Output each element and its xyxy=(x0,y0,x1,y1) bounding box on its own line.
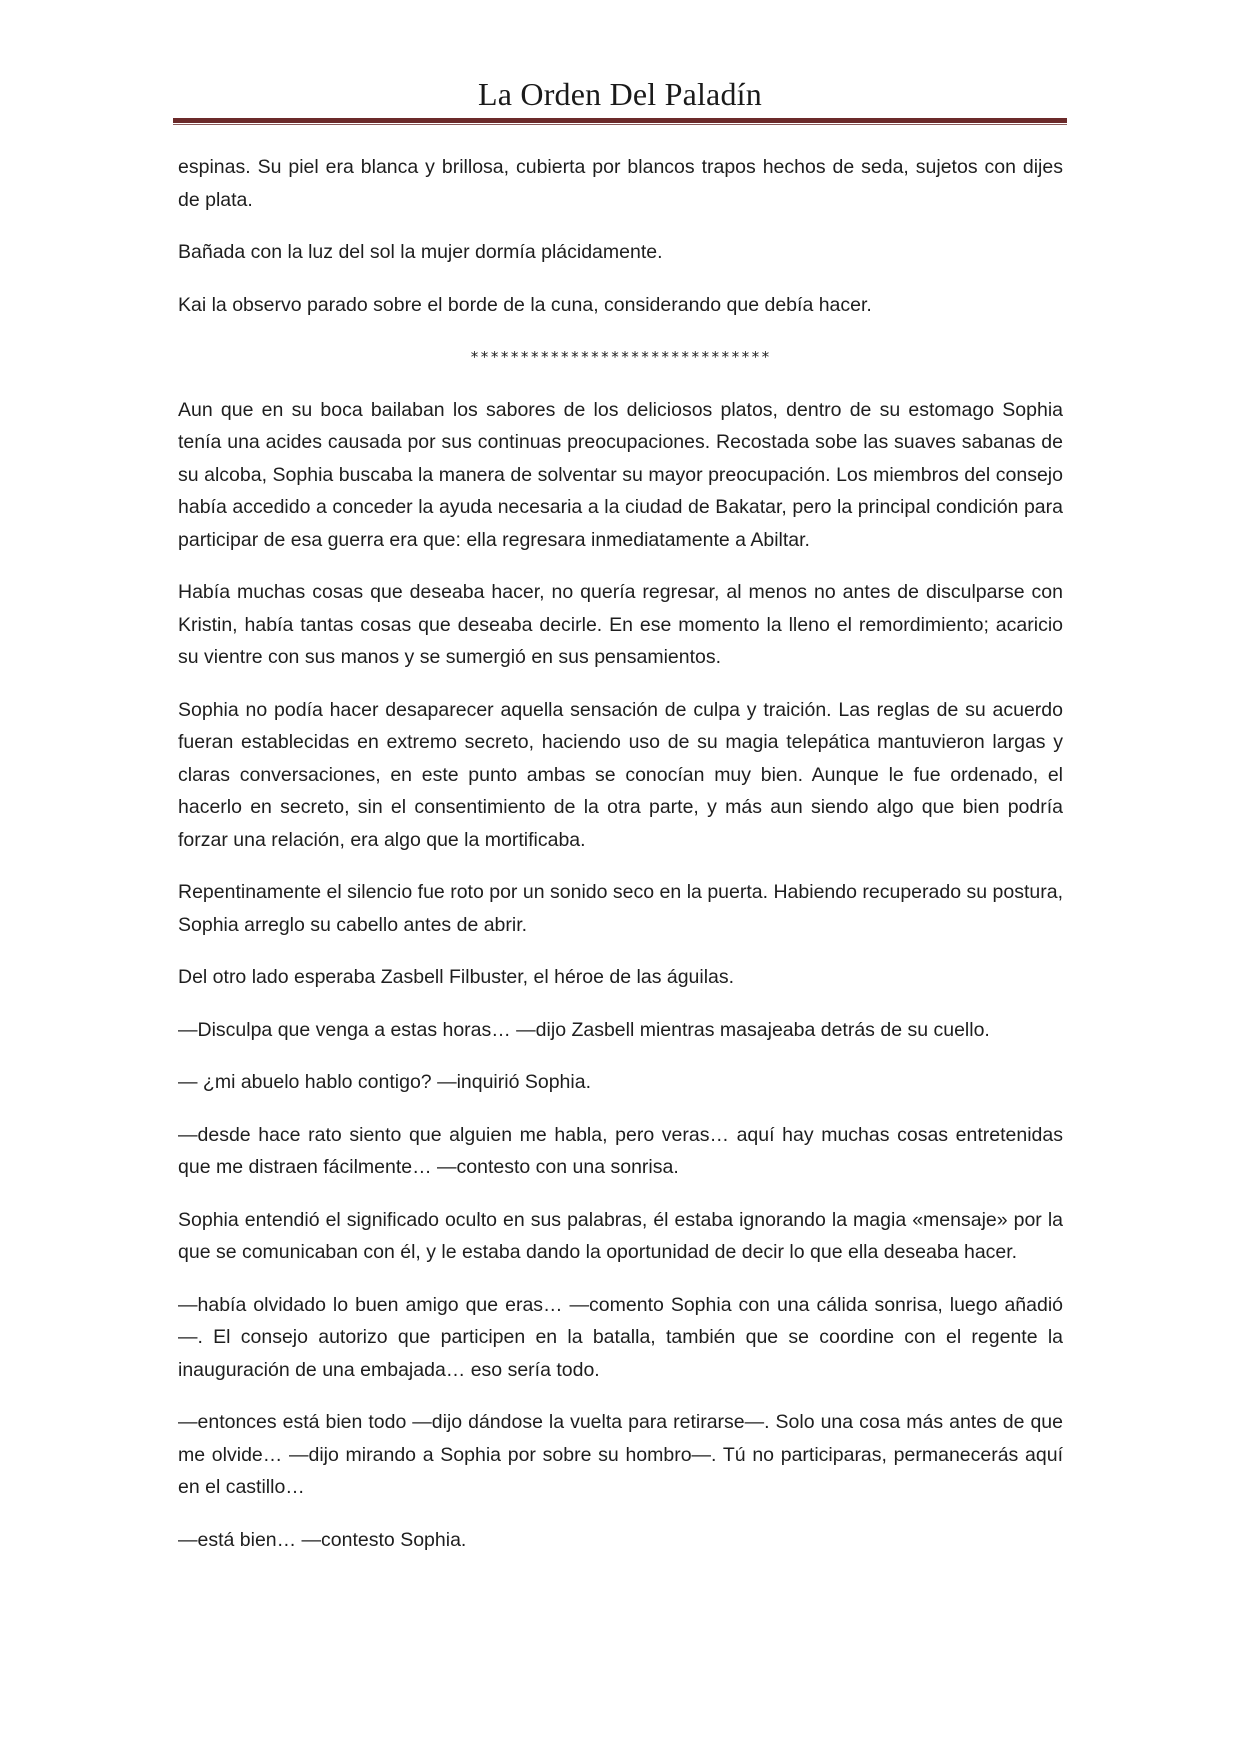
paragraph: —Disculpa que venga a estas horas… —dijo Zasbell mientras masajeaba detrás de su cuello. xyxy=(178,1018,990,1041)
body-text xyxy=(178,151,1063,1576)
paragraph: —desde hace rato siento que alguien me habla, pero veras… aquí hay muchas cosas entretenidas que me distraen fácilmente… —contesto con una sonrisa. xyxy=(178,1123,1063,1178)
paragraph: Kai la observo parado sobre el borde de la cuna, considerando que debía hacer. xyxy=(178,293,872,316)
paragraph: —había olvidado lo buen amigo que eras… —comento Sophia con una cálida sonrisa, luego añadió—. El consejo autorizo que participen en la batalla, también que se coordine con el regente la inauguración de una embajada… eso sería todo. xyxy=(178,1293,1063,1381)
paragraph: —está bien… —contesto Sophia. xyxy=(178,1528,467,1551)
header-rule-thin xyxy=(173,124,1067,125)
paragraph: Sophia entendió el significado oculto en sus palabras, él estaba ignorando la magia «mensaje» por la que se comunicaban con él, y le estaba dando la oportunidad de decir lo que ella deseaba hacer. xyxy=(178,1208,1063,1263)
paragraph: espinas. Su piel era blanca y brillosa, cubierta por blancos trapos hechos de seda, sujetos con dijes de plata. xyxy=(178,156,1063,211)
paragraph: Sophia no podía hacer desaparecer aquella sensación de culpa y traición. Las reglas de su acuerdo fueran establecidas en extremo secreto, haciendo uso de su magia telepática mantuvieron largas y claras conversaciones, en este punto ambas se conocían muy bien. Aunque le fue ordenado, el hacerlo en secreto, sin el consentimiento de la otra parte, y más aun siendo algo que bien podría forzar una relación, era algo que la mortificaba. xyxy=(178,698,1063,851)
header-rule-thick xyxy=(173,118,1067,123)
paragraph: Repentinamente el silencio fue roto por un sonido seco en la puerta. Habiendo recuperado su postura, Sophia arreglo su cabello antes de abrir. xyxy=(178,881,1063,936)
paragraph: —entonces está bien todo —dijo dándose la vuelta para retirarse—. Solo una cosa más antes de que me olvide… —dijo mirando a Sophia por sobre su hombro—. Tú no participaras, permanecerás aquí en el castillo… xyxy=(178,1411,1063,1498)
paragraph: Del otro lado esperaba Zasbell Filbuster, el héroe de las águilas. xyxy=(178,966,735,988)
section-separator: ****************************** xyxy=(470,348,771,366)
page-title: La Orden Del Paladín xyxy=(478,76,762,112)
paragraph: Aun que en su boca bailaban los sabores de los deliciosos platos, dentro de su estomago Sophia tenía una acides causada por sus continuas preocupaciones. Recostada sobe las suaves sabanas de su alcoba, Sophia buscaba la manera de solventar su mayor preocupación. Los miembros del consejo había accedido a conceder la ayuda necesaria a la ciudad de Bakatar, pero la principal condición para participar de esa guerra era que: ella regresara inmediatamente a Abiltar. xyxy=(178,398,1063,551)
page-header xyxy=(173,72,1067,116)
paragraph: Bañada con la luz del sol la mujer dormía plácidamente. xyxy=(178,241,663,263)
paragraph: Había muchas cosas que deseaba hacer, no quería regresar, al menos no antes de disculparse con Kristin, había tantas cosas que deseaba decirle. En ese momento la lleno el remordimiento; acaricio su vientre con sus manos y se sumergió en sus pensamientos. xyxy=(178,581,1063,668)
paragraph: — ¿mi abuelo hablo contigo? —inquirió Sophia. xyxy=(178,1071,591,1093)
